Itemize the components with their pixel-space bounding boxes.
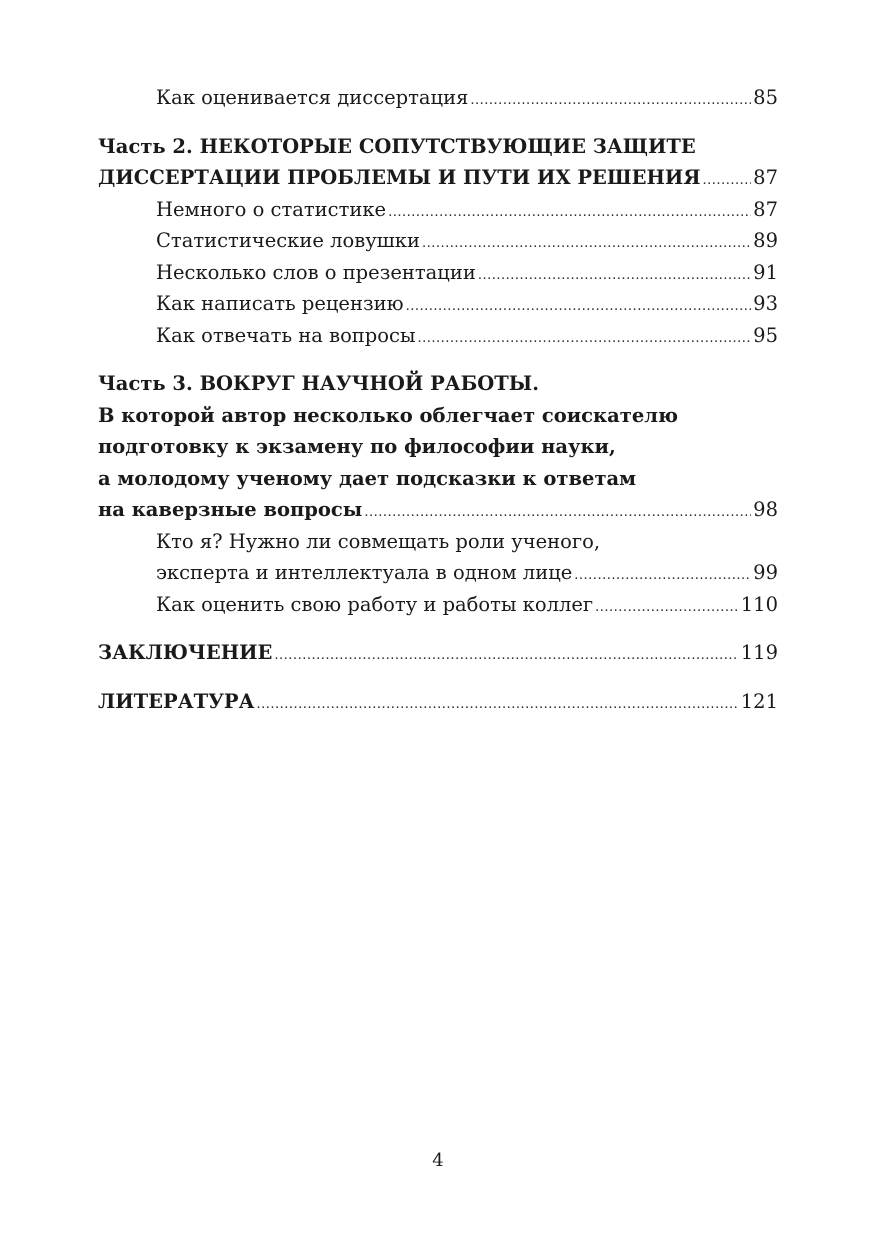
dot-leader — [595, 592, 739, 624]
part2-title-line1: Часть 2. НЕКОТОРЫЕ СОПУТСТВУЮЩИЕ ЗАЩИТЕ — [98, 134, 696, 158]
toc-entry-questions — [98, 320, 778, 352]
toc-entry-title: Как оценить свою работу и работы коллег — [156, 592, 594, 616]
toc-entry-presentation — [98, 257, 778, 289]
toc-entry-conclusion — [98, 637, 778, 669]
toc-entry-title: Как отвечать на вопросы — [156, 323, 416, 347]
toc-entry-title: Несколько слов о презентации — [156, 260, 476, 284]
part3-title-line3: подготовку к экзамену по философии науки, — [98, 435, 616, 458]
part3-title-line5: на каверзные вопросы — [98, 498, 363, 521]
dot-leader — [574, 560, 751, 592]
toc-entry-page: 85 — [753, 86, 778, 109]
toc-entry-title: эксперта и интеллектуала в одном лице — [156, 561, 573, 584]
table-of-contents — [98, 82, 778, 717]
dot-leader — [417, 323, 751, 355]
toc-entry-page: 121 — [740, 689, 778, 713]
part2-title-line2: ДИССЕРТАЦИИ ПРОБЛЕМЫ И ПУТИ ИХ РЕШЕНИЯ — [98, 166, 701, 189]
toc-entry-page: 87 — [753, 166, 778, 189]
toc-entry-page: 93 — [753, 292, 778, 315]
toc-entry-page: 119 — [740, 641, 778, 664]
dot-leader — [274, 640, 738, 672]
part3-title-line4: а молодому ученому дает подсказки к ответам — [98, 466, 637, 490]
toc-entry-statistics — [98, 194, 778, 226]
toc-entry-page: 91 — [753, 260, 778, 284]
dot-leader — [388, 197, 751, 229]
toc-entry-part2 — [98, 162, 778, 194]
toc-entry-part3 — [98, 494, 778, 526]
toc-entry-who-am-i-line1: Кто я? Нужно ли совмещать роли ученого, — [156, 529, 601, 553]
toc-entry-title: ЛИТЕРАТУРА — [98, 689, 255, 713]
toc-entry-title: Немного о статистике — [156, 197, 387, 221]
toc-entry-page: 98 — [753, 498, 778, 521]
dot-leader — [406, 291, 752, 323]
dot-leader — [470, 85, 751, 117]
part3-title-line1: Часть 3. ВОКРУГ НАУЧНОЙ РАБОТЫ. — [98, 372, 539, 395]
toc-entry-page: 89 — [753, 229, 778, 252]
dot-leader — [703, 165, 752, 197]
toc-entry-literature — [98, 686, 778, 718]
toc-entry-page: 110 — [740, 592, 778, 616]
toc-entry-page: 99 — [753, 561, 778, 584]
toc-entry-title: Статистические ловушки — [156, 229, 420, 252]
toc-entry-title: ЗАКЛЮЧЕНИЕ — [98, 641, 273, 664]
page-number: 4 — [432, 1150, 444, 1171]
toc-entry-page: 95 — [753, 323, 778, 347]
dot-leader — [478, 260, 751, 292]
toc-entry-review — [98, 288, 778, 320]
toc-entry-title: Как оценивается диссертация — [156, 86, 469, 109]
toc-entry-title: Как написать рецензию — [156, 292, 404, 315]
toc-entry-who-am-i — [98, 557, 778, 589]
toc-entry-stat-traps — [98, 225, 778, 257]
part3-title-line2: В которой автор несколько облегчает соискателю — [98, 403, 679, 427]
toc-entry-dissertation-eval — [98, 82, 778, 114]
dot-leader — [364, 497, 751, 529]
toc-entry-evaluate-work — [98, 589, 778, 621]
dot-leader — [422, 228, 751, 260]
toc-entry-page: 87 — [753, 197, 778, 221]
dot-leader — [256, 689, 738, 721]
